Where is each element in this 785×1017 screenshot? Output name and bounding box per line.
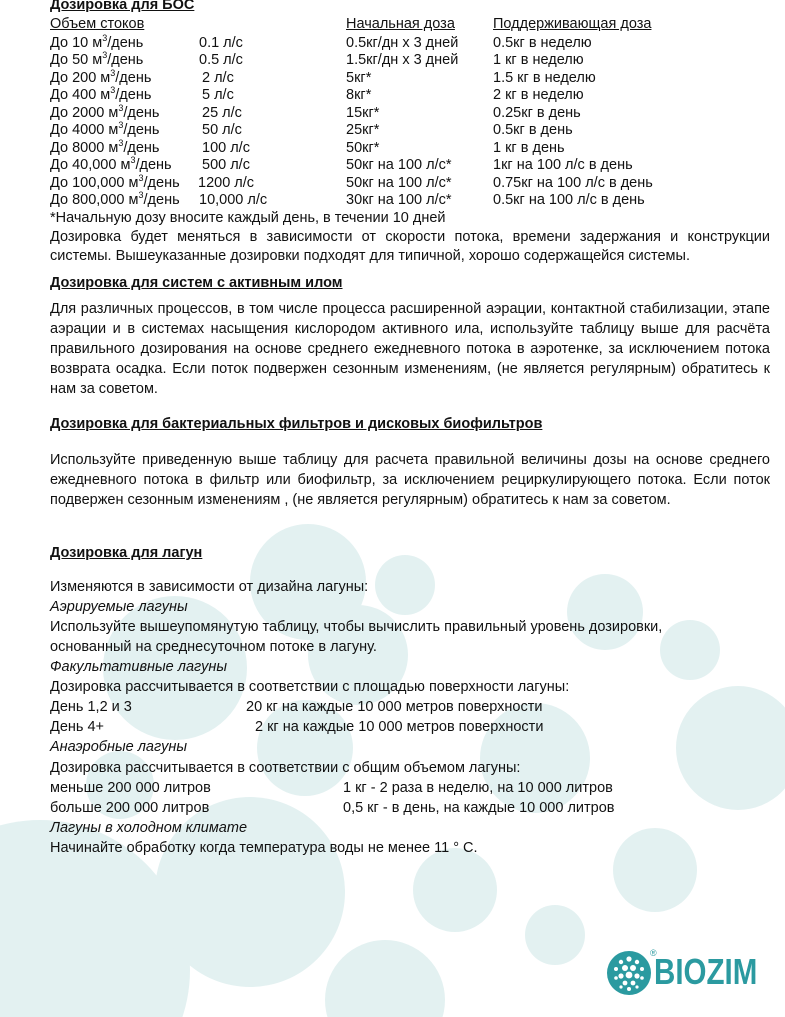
maint-cell: 0.5кг на 100 л/с в день (493, 192, 645, 208)
day-4-value: 2 кг на каждые 10 000 метров поверхности (255, 719, 544, 735)
subtitle-cold-climate-lagoons: Лагуны в холодном климате (50, 820, 248, 836)
cold-climate-text: Начинайте обработку когда температура воды не менее 11 ° C. (50, 840, 478, 856)
biozim-logo-icon (606, 949, 652, 997)
maint-cell: 1кг на 100 л/с в день (493, 157, 633, 173)
filters-text: Используйте приведенную выше таблицу для расчета правильной величины дозы на основе среднего ежедневного потока в фильтр или биофильтр, за исключением рециркулирующего потока. Если поток подвержен сезонным изменениям , (не является регулярным) обратитесь к нам за советом. (50, 452, 770, 508)
initial-cell: 30кг на 100 л/с* (346, 192, 452, 208)
section-title-lagoons: Дозировка для лагун (50, 545, 203, 561)
section-title-filters: Дозировка для бактериальных фильтров и дисковых биофильтров (50, 416, 543, 432)
table-row: До 2000 $м^3$/день (50, 103, 160, 121)
subtitle-aerated-lagoons: Аэрируемые лагуны (50, 599, 188, 615)
initial-cell: 50кг на 100 л/с* (346, 157, 452, 173)
flow-cell: 1200 л/с (198, 175, 255, 191)
activated-sludge-text: Для различных процессов, в том числе процесса расширенной аэрации, контактной стабилизации, этапе аэрации и в системах насыщения кислородом активного ила, используйте таблицу выше для расчёта правильного дозирования на основе среднего ежедневного потока в аэротенке, за исключением потока возврата осадка. Если поток подвержен сезонным изменениям, (не является регулярным) обратитесь к нам за советом. (50, 301, 770, 397)
initial-cell: 5кг* (346, 70, 372, 86)
flow-cell: 5 л/с (202, 87, 234, 103)
table-row: До 200 $м^3$/день (50, 68, 152, 86)
maint-cell: 1 кг в неделю (493, 52, 584, 68)
less-200k-value: 1 кг - 2 раза в неделю, на 10 000 литров (343, 780, 613, 796)
table-row: До 40,000 $м^3$/день (50, 155, 172, 173)
maint-cell: 2 кг в неделю (493, 87, 584, 103)
day-4-label: День 4+ (50, 719, 105, 735)
initial-cell: 15кг* (346, 105, 380, 121)
table-row: До 10 $м^3$/день (50, 33, 144, 51)
initial-cell: 50кг на 100 л/с* (346, 175, 452, 191)
initial-cell: 8кг* (346, 87, 372, 103)
flow-cell: 2 л/с (202, 70, 234, 86)
table-row: До 4000 $м^3$/день (50, 120, 160, 138)
footnote-initial-dose: *Начальную дозу вносите каждый день, в течении 10 дней (50, 210, 446, 226)
flow-cell: 100 л/с (202, 140, 250, 156)
maint-cell: 0.5кг в день (493, 122, 573, 138)
maint-cell: 1.5 кг в неделю (493, 70, 596, 86)
table-row: До 800,000 $м^3$/день (50, 190, 180, 208)
day-1-3-label: День 1,2 и 3 (50, 699, 132, 715)
facultative-lagoons-text: Дозировка рассчитывается в соответствии с площадью поверхности лагуны: (50, 679, 570, 695)
flow-cell: 0.5 л/с (199, 52, 243, 68)
maint-cell: 0.5кг в неделю (493, 35, 592, 51)
subtitle-facultative-lagoons: Факультативные лагуны (50, 659, 228, 675)
table-row: До 8000 $м^3$/день (50, 138, 160, 156)
maint-cell: 0.25кг в день (493, 105, 581, 121)
maint-cell: 1 кг в день (493, 140, 565, 156)
table-row: До 50 $м^3$/день (50, 50, 144, 68)
initial-cell: 50кг* (346, 140, 380, 156)
section-title-activated-sludge: Дозировка для систем с активным илом (50, 275, 343, 291)
anaerobic-lagoons-text: Дозировка рассчитывается в соответствии с общим объемом лагуны: (50, 760, 521, 776)
col-header-volume: Объем стоков (50, 16, 145, 32)
initial-cell: 1.5кг/дн х 3 дней (346, 52, 459, 68)
col-header-initial: Начальная доза (346, 16, 455, 32)
registered-mark: ® (650, 948, 657, 958)
subtitle-anaerobic-lagoons: Анаэробные лагуны (50, 739, 187, 755)
aerated-lagoons-text-2: основанный на среднесуточном потоке в лагуну. (50, 639, 377, 655)
initial-cell: 25кг* (346, 122, 380, 138)
table-row: До 100,000 $м^3$/день (50, 173, 180, 191)
section-title-bos: Дозировка для БОС (50, 0, 195, 13)
col-header-maintenance: Поддерживающая доза (493, 16, 652, 32)
initial-cell: 0.5кг/дн х 3 дней (346, 35, 459, 51)
more-200k-value: 0,5 кг - в день, на каждые 10 000 литров (343, 800, 615, 816)
less-200k-label: меньше 200 000 литров (50, 780, 211, 796)
flow-cell: 500 л/с (202, 157, 250, 173)
more-200k-label: больше 200 000 литров (50, 800, 210, 816)
table-row: До 400 $м^3$/день (50, 85, 152, 103)
maint-cell: 0.75кг на 100 л/с в день (493, 175, 653, 191)
lagoons-intro: Изменяются в зависимости от дизайна лагуны: (50, 579, 369, 595)
biozim-logo (606, 947, 766, 999)
note-dosage-variation: Дозировка будет меняться в зависимости от скорости потока, времени задержания и конструкции системы. Вышеуказанные дозировки подходят для типичной, хорошо содержащейся системы. (50, 229, 770, 264)
day-1-3-value: 20 кг на каждые 10 000 метров поверхности (246, 699, 543, 715)
flow-cell: 0.1 л/с (199, 35, 243, 51)
flow-cell: 10,000 л/с (199, 192, 268, 208)
aerated-lagoons-text-1: Используйте вышеупомянутую таблицу, чтобы вычислить правильный уровень дозировки, (50, 619, 663, 635)
biozim-logo-text: BIOZIM (654, 951, 758, 992)
flow-cell: 50 л/с (202, 122, 242, 138)
flow-cell: 25 л/с (202, 105, 242, 121)
